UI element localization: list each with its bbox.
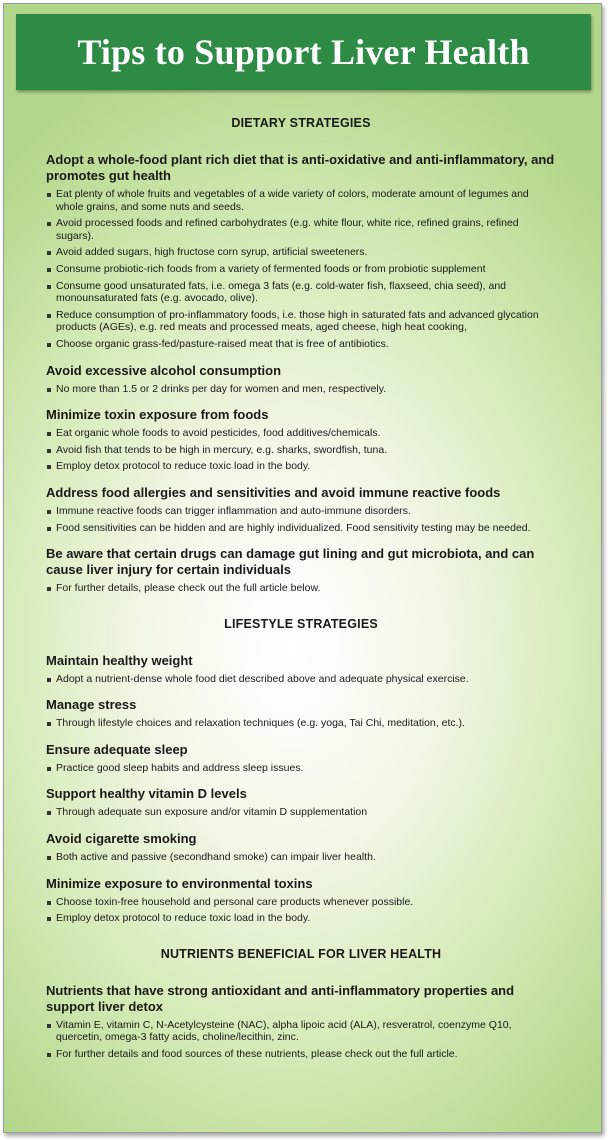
tip-list [46,383,556,396]
list-item: Consume good unsaturated fats, i.e. omega 3 fats (e.g. cold-water fish, flaxseed, chia seed), and monounsaturated fats (e.g. avocado, olive). [46,280,556,305]
tip-group [46,546,556,595]
tip-group [46,152,556,351]
list-item: Avoid fish that tends to be high in mercury, e.g. sharks, swordfish, tuna. [46,444,556,457]
tip-heading: Minimize toxin exposure from foods [46,407,269,423]
section-title: NUTRIENTS BENEFICIAL FOR LIVER HEALTH [160,946,442,961]
section-nutrients [46,947,556,1061]
section-title: LIFESTYLE STRATEGIES [224,616,378,631]
tip-heading: Address food allergies and sensitivities and avoid immune reactive foods [46,484,501,500]
tip-heading: Adopt a whole-food plant rich diet that is anti-oxidative and anti-inflammatory, and promotes gut health [46,152,555,183]
list-item: Eat plenty of whole fruits and vegetables of a wide variety of colors, moderate amount of legumes and whole grains, and some nuts and seeds. [46,188,556,213]
tip-list [46,673,556,686]
list-item: Eat organic whole foods to avoid pesticides, food additives/chemicals. [46,427,556,440]
tip-heading: Be aware that certain drugs can damage gut lining and gut microbiota, and can cause liver injury for certain individuals [46,546,535,578]
tip-heading: Avoid cigarette smoking [46,831,197,847]
section-title: DIETARY STRATEGIES [231,116,371,130]
list-item: For further details and food sources of these nutrients, please check out the full article. [46,1048,556,1061]
list-item: Avoid processed foods and refined carbohydrates (e.g. white flour, white rice, refined grains, refined sugars). [46,217,556,242]
list-item: Consume probiotic-rich foods from a variety of fermented foods or from probiotic supplement [46,263,556,276]
tip-list [46,717,556,730]
tip-group [46,407,556,473]
tip-list [46,851,556,864]
title-banner [16,14,591,90]
tip-list [46,505,556,534]
tip-heading: Avoid excessive alcohol consumption [46,362,282,378]
tip-heading: Ensure adequate sleep [46,741,188,757]
tip-group [46,653,556,686]
list-item: Employ detox protocol to reduce toxic load in the body. [46,912,556,925]
tip-list [46,762,556,775]
list-item: Food sensitivities can be hidden and are highly individualized. Food sensitivity testing may be needed. [46,522,556,535]
list-item: Reduce consumption of pro-inflammatory foods, i.e. those high in saturated fats and advanced glycation products (AGEs), e.g. red meats and processed meats, aged cheese, high heat cooking, [46,309,556,334]
tip-list [46,427,556,473]
tip-list [46,188,556,351]
list-item: Vitamin E, vitamin C, N-Acetylcysteine (NAC), alpha lipoic acid (ALA), resveratrol, coenzyme Q10, quercetin, omega-3 fatty acids, choline/lecithin, zinc. [46,1019,556,1044]
tip-heading: Support healthy vitamin D levels [46,786,247,802]
tips-card [3,3,602,1133]
page-title: Tips to Support Liver Health [77,32,530,72]
list-item: Through lifestyle choices and relaxation techniques (e.g. yoga, Tai Chi, meditation, etc.). [46,717,556,730]
tip-heading: Maintain healthy weight [46,652,193,668]
tip-list [46,1019,556,1061]
tip-group [46,742,556,775]
tip-list [46,582,556,595]
tip-group [46,831,556,864]
content [46,116,556,1073]
tip-group [46,876,556,925]
tip-list [46,896,556,925]
tip-group [46,983,556,1061]
section-lifestyle [46,617,556,925]
list-item: No more than 1.5 or 2 drinks per day for women and men, respectively. [46,383,556,396]
list-item: Through adequate sun exposure and/or vitamin D supplementation [46,806,556,819]
list-item: Employ detox protocol to reduce toxic load in the body. [46,460,556,473]
tip-group [46,786,556,819]
list-item: Immune reactive foods can trigger inflammation and auto-immune disorders. [46,505,556,518]
list-item: Avoid added sugars, high fructose corn syrup, artificial sweeteners. [46,246,556,259]
tip-group [46,697,556,730]
tip-list [46,806,556,819]
tip-group [46,363,556,396]
tip-heading: Minimize exposure to environmental toxins [46,875,313,891]
list-item: For further details, please check out the full article below. [46,582,556,595]
tip-heading: Manage stress [46,697,137,713]
list-item: Choose toxin-free household and personal care products whenever possible. [46,896,556,909]
list-item: Practice good sleep habits and address sleep issues. [46,762,556,775]
list-item: Both active and passive (secondhand smoke) can impair liver health. [46,851,556,864]
list-item: Adopt a nutrient-dense whole food diet described above and adequate physical exercise. [46,673,556,686]
tip-heading: Nutrients that have strong antioxidant and anti-inflammatory properties and support liver detox [46,982,515,1014]
tip-group [46,485,556,534]
section-dietary [46,116,556,595]
list-item: Choose organic grass-fed/pasture-raised meat that is free of antibiotics. [46,338,556,351]
